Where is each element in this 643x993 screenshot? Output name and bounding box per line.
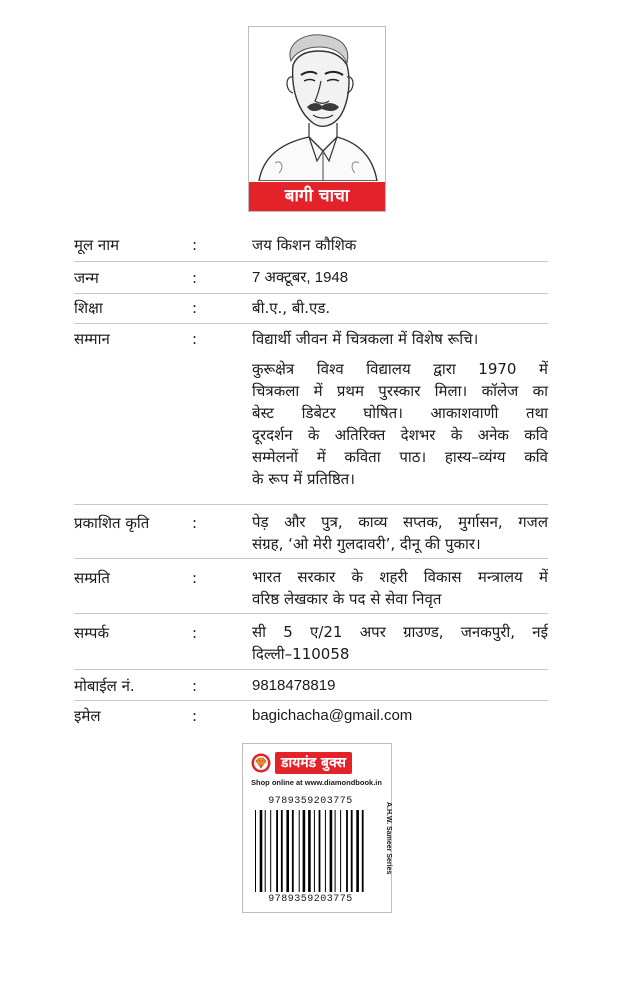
bio-divider [74, 613, 548, 614]
author-pen-name-banner: बागी चाचा [249, 182, 385, 211]
bio-colon: : [192, 569, 198, 587]
honors-detail-paragraph [252, 358, 548, 490]
honors-detail-line: कुरूक्षेत्र विश्व विद्यालय द्वारा 1970 में [252, 360, 548, 378]
barcode-bar [335, 810, 336, 892]
barcode-bar [319, 810, 321, 892]
bio-divider [74, 558, 548, 559]
honors-detail-line: बेस्ट डिबेटर घोषित। आकाशवाणी तथा [252, 404, 548, 422]
author-portrait-frame [248, 26, 386, 212]
barcode-bar [356, 810, 359, 892]
publisher-barcode-box [242, 743, 392, 913]
publisher-brand [251, 752, 352, 774]
barcode-bar [270, 810, 271, 892]
bio-label: प्रकाशित कृति [74, 514, 150, 532]
publisher-name: डायमंड बुक्स [275, 752, 352, 774]
barcode-bar [281, 810, 283, 892]
barcode-bar [340, 810, 341, 892]
barcode-bar [260, 810, 263, 892]
barcode-bar [314, 810, 315, 892]
bio-value: 7 अक्टूबर, 1948 [252, 269, 349, 286]
bio-colon: : [192, 707, 198, 725]
bio-divider [74, 700, 548, 701]
bio-colon: : [192, 677, 198, 695]
bio-colon: : [192, 236, 198, 254]
barcode-bar [303, 810, 306, 892]
bio-divider [74, 504, 548, 505]
barcode-bar [362, 810, 364, 892]
bio-value [252, 566, 548, 610]
bio-value [252, 511, 548, 555]
bio-colon: : [192, 330, 198, 348]
barcode-bar [351, 810, 353, 892]
bio-label: इमेल [74, 707, 101, 725]
bio-value-line: दिल्ली–110058 [252, 645, 350, 663]
bio-value: बी.ए., बी.एड. [252, 299, 331, 317]
bio-value-line: सी 5 ए/21 अपर ग्राउण्ड, जनकपुरी, नई [252, 623, 548, 641]
bio-value-line: भारत सरकार के शहरी विकास मन्त्रालय में [252, 568, 548, 586]
barcode-bar [265, 810, 266, 892]
honors-detail-line: चित्रकला में प्रथम पुरस्कार मिला। कॉलेज का [252, 382, 548, 400]
bio-value: विद्यार्थी जीवन में चित्रकला में विशेष रूचि। [252, 330, 479, 348]
diamond-logo-icon [251, 753, 271, 773]
bio-colon: : [192, 624, 198, 642]
bio-value [252, 621, 548, 665]
bio-label: जन्म [74, 269, 99, 287]
bio-value: जय किशन कौशिक [252, 236, 357, 254]
barcode-bar [276, 810, 278, 892]
barcode-bar [325, 810, 326, 892]
bio-colon: : [192, 269, 198, 287]
bio-label: शिक्षा [74, 299, 103, 317]
barcode-bar [292, 810, 294, 892]
barcode-bar [346, 810, 348, 892]
bio-label: मूल नाम [74, 236, 120, 254]
barcode-bar [286, 810, 289, 892]
honors-detail-line: सम्मेलनों में कविता पाठ। हास्य–व्यंग्य कवि [252, 448, 548, 466]
author-portrait-sketch [255, 31, 379, 181]
bio-divider [74, 323, 548, 324]
bio-label: मोबाईल नं. [74, 677, 135, 695]
bio-label: सम्प्रति [74, 569, 110, 587]
barcode-bar [330, 810, 333, 892]
bio-colon: : [192, 514, 198, 532]
isbn-barcode [253, 810, 368, 892]
bio-label: सम्मान [74, 330, 110, 348]
bio-value-line: पेड़ और पुत्र, काव्य सप्तक, मुर्गासन, गजल [252, 513, 548, 531]
honors-detail-line: दूरदर्शन के अतिरिक्त देशभर के अनेक कवि [252, 426, 548, 444]
isbn-number-top: 9789359203775 [268, 796, 353, 807]
mobile-number: 9818478819 [252, 677, 336, 694]
series-name: A.H.W. Sameer Series [385, 802, 392, 875]
bio-value-line: वरिष्ठ लेखकार के पद से सेवा निवृत [252, 590, 442, 608]
barcode-bar [308, 810, 311, 892]
bio-value-line: संग्रह, ‘ओ मेरी गुलदावरी’, दीनू की पुकार। [252, 535, 481, 553]
email-address: bagichacha@gmail.com [252, 707, 413, 724]
bio-colon: : [192, 299, 198, 317]
isbn-number-bottom: 9789359203775 [268, 894, 353, 905]
barcode-bar [299, 810, 300, 892]
honors-detail-line: के रूप में प्रतिष्ठित। [252, 470, 355, 488]
barcode-bar [255, 810, 256, 892]
bio-label: सम्पर्क [74, 624, 109, 642]
bio-divider [74, 293, 548, 294]
bio-divider [74, 669, 548, 670]
shop-online-text: Shop online at www.diamondbook.in [251, 778, 382, 787]
bio-divider [74, 261, 548, 262]
